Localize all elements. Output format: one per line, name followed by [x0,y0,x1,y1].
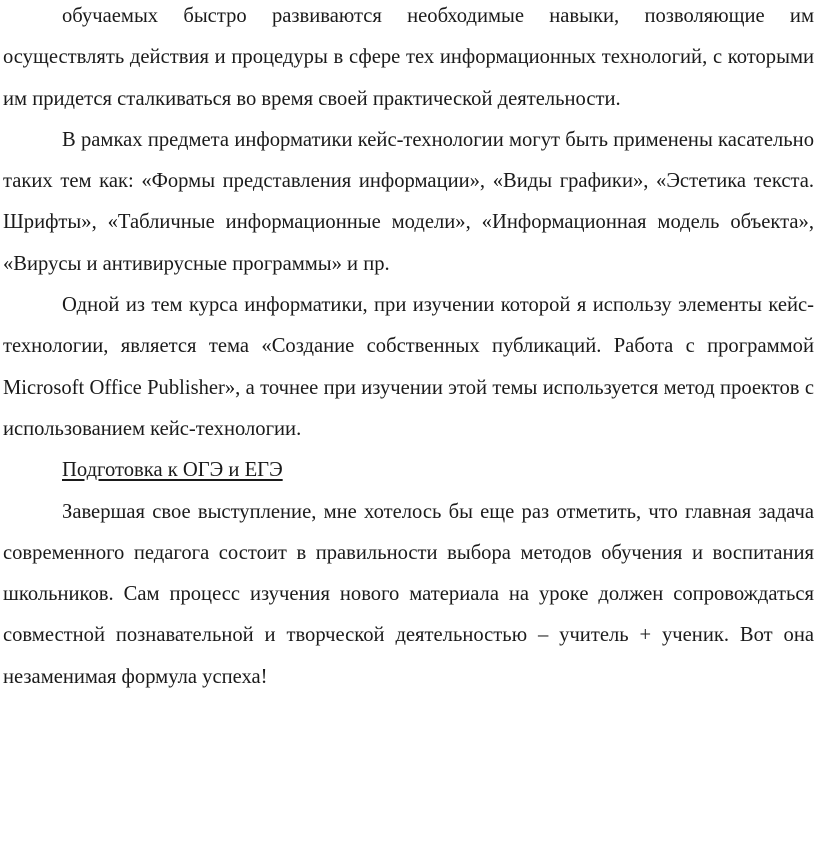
paragraph-closing: Завершая свое выступление, мне хотелось бы еще раз отметить, что главная задача современного педагога состоит в правильности выбора методов обучения и воспитания школьников. Сам процесс изучения нового материала на уроке должен сопровождаться совместной познавательной и творческой деятельностью – учитель + ученик. Вот она незаменимая формула успеха! [3,500,814,688]
paragraph-case-topics: В рамках предмета информатики кейс-технологии могут быть применены касательно таких тем как: «Формы представления информации», «Виды графики», «Эстетика текста. Шрифты», «Табличные информационные модели», «Информационная модель объекта», «Вирусы и антивирусные программы» и пр. [3,128,814,275]
paragraph-publisher-topic: Одной из тем курса информатики, при изучении которой я использу элементы кейс-технологии, является тема «Создание собственных публикаций. Работа с программой Microsoft Office Publisher», а точнее при изучении этой темы используется метод проектов с использованием кейс-технологии. [3,294,814,440]
paragraph-continuation: обучаемых быстро развиваются необходимые навыки, позволяющие им осуществлять действия и процедуры в сфере тех информационных технологий, с которыми им придется сталкиваться во время своей практической деятельности. [3,5,814,110]
document-page [3,0,814,698]
section-heading: Подготовка к ОГЭ и ЕГЭ [62,459,283,482]
